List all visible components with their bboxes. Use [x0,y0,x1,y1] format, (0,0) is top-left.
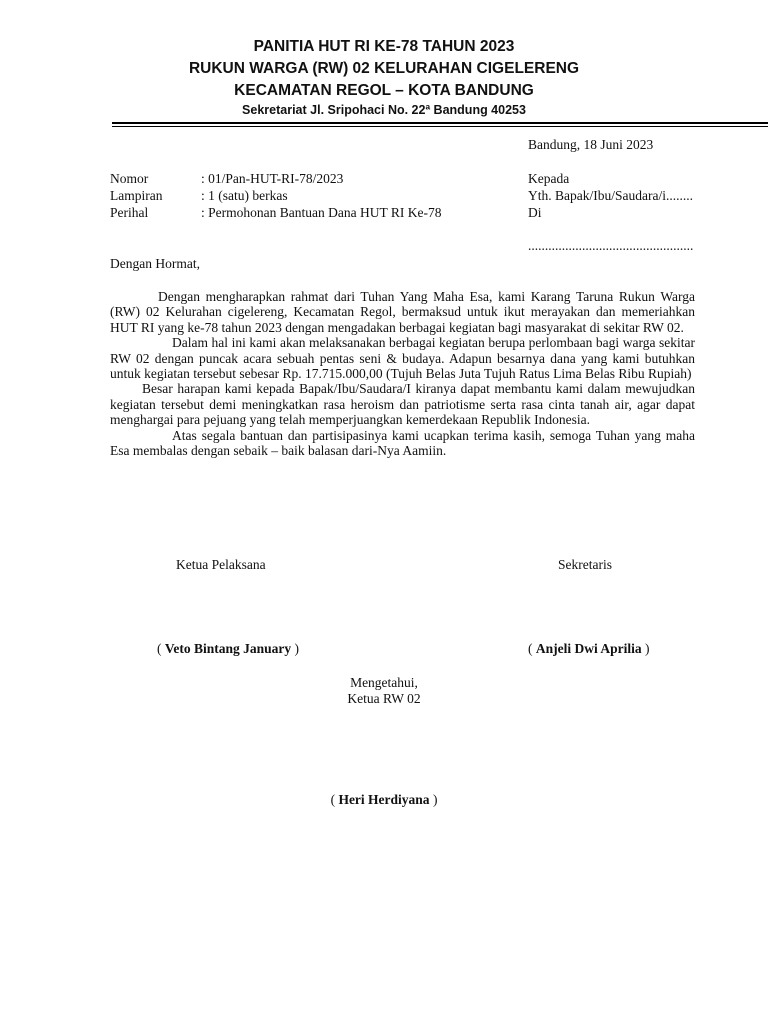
lampiran-value: : 1 (satu) berkas [201,188,288,203]
letter-date: Bandung, 18 Juni 2023 [528,137,654,152]
paragraph-3: Besar harapan kami kepada Bapak/Ibu/Saudara/I kiranya dapat membantu kami dalam mewujudkan kegiatan tersebut demi meningkatkan rasa heroism dan patriotisme serta rasa cinta tanah air, agar dapat menghargai para pejuang yang telah memperjuangkan kemerdekaan Republik Indonesia. [110,381,695,428]
recipient-address-dots: ................................................. [528,238,694,253]
letterhead-line-1: PANITIA HUT RI KE-78 TAHUN 2023 [253,38,515,55]
signature-name-ketua-pelaksana: ( Veto Bintang January ) [157,641,300,656]
salutation: Dengan Hormat, [110,256,200,271]
letterhead-line-2: RUKUN WARGA (RW) 02 KELURAHAN CIGELERENG [188,60,580,77]
signature-name-sekretaris: ( Anjeli Dwi Aprilia ) [528,641,650,656]
paragraph-2: Dalam hal ini kami akan melaksanakan berbagai kegiatan berupa perlombaan bagi warga sekitar RW 02 dengan puncak acara sebuah pentas seni & budaya. Adapun besarnya dana yang kami butuhkan untuk kegiatan tersebut sebesar Rp. 17.715.000,00 (Tujuh Belas Juta Tujuh Ratus Lima Belas Ribu Rupiah) [110,335,695,382]
recipient-di: Di [528,205,542,220]
mengetahui-label: Mengetahui, [350,675,418,690]
paragraph-4: Atas segala bantuan dan partisipasinya kami ucapkan terima kasih, semoga Tuhan yang maha Esa membalas dengan sebaik – baik balasan dari-Nya Aamiin. [110,427,695,459]
nomor-label: Nomor [110,171,149,186]
recipient-yth: Yth. Bapak/Ibu/Saudara/i........ [528,188,693,203]
header-divider-thick [112,122,768,124]
lampiran-label: Lampiran [110,188,163,203]
ketua-rw-title: Ketua RW 02 [347,691,421,706]
perihal-value: : Permohonan Bantuan Dana HUT RI Ke-78 [201,205,442,220]
header-divider-thin [112,126,768,127]
nomor-value: : 01/Pan-HUT-RI-78/2023 [201,171,344,186]
letter-body [110,289,695,458]
signature-name-ketua-rw: ( Heri Herdiyana ) [330,792,438,807]
signature-title-sekretaris: Sekretaris [558,557,612,572]
perihal-label: Perihal [110,205,149,220]
letterhead-address: Sekretariat Jl. Sripohaci No. 22ª Bandung 40253 [242,103,526,117]
letterhead-line-3: KECAMATAN REGOL – KOTA BANDUNG [234,82,534,99]
recipient-kepada: Kepada [528,171,570,186]
paragraph-1: Dengan mengharapkan rahmat dari Tuhan Yang Maha Esa, kami Karang Taruna Rukun Warga (RW) 02 Kelurahan cigelereng, Kecamatan Regol, bermaksud untuk ikut merayakan dan memeriahkan HUT RI yang ke-78 tahun 2023 dengan mengadakan berbagai kegiatan bagi masyarakat di sekitar RW 02. [110,289,695,335]
signature-title-ketua-pelaksana: Ketua Pelaksana [176,557,266,572]
